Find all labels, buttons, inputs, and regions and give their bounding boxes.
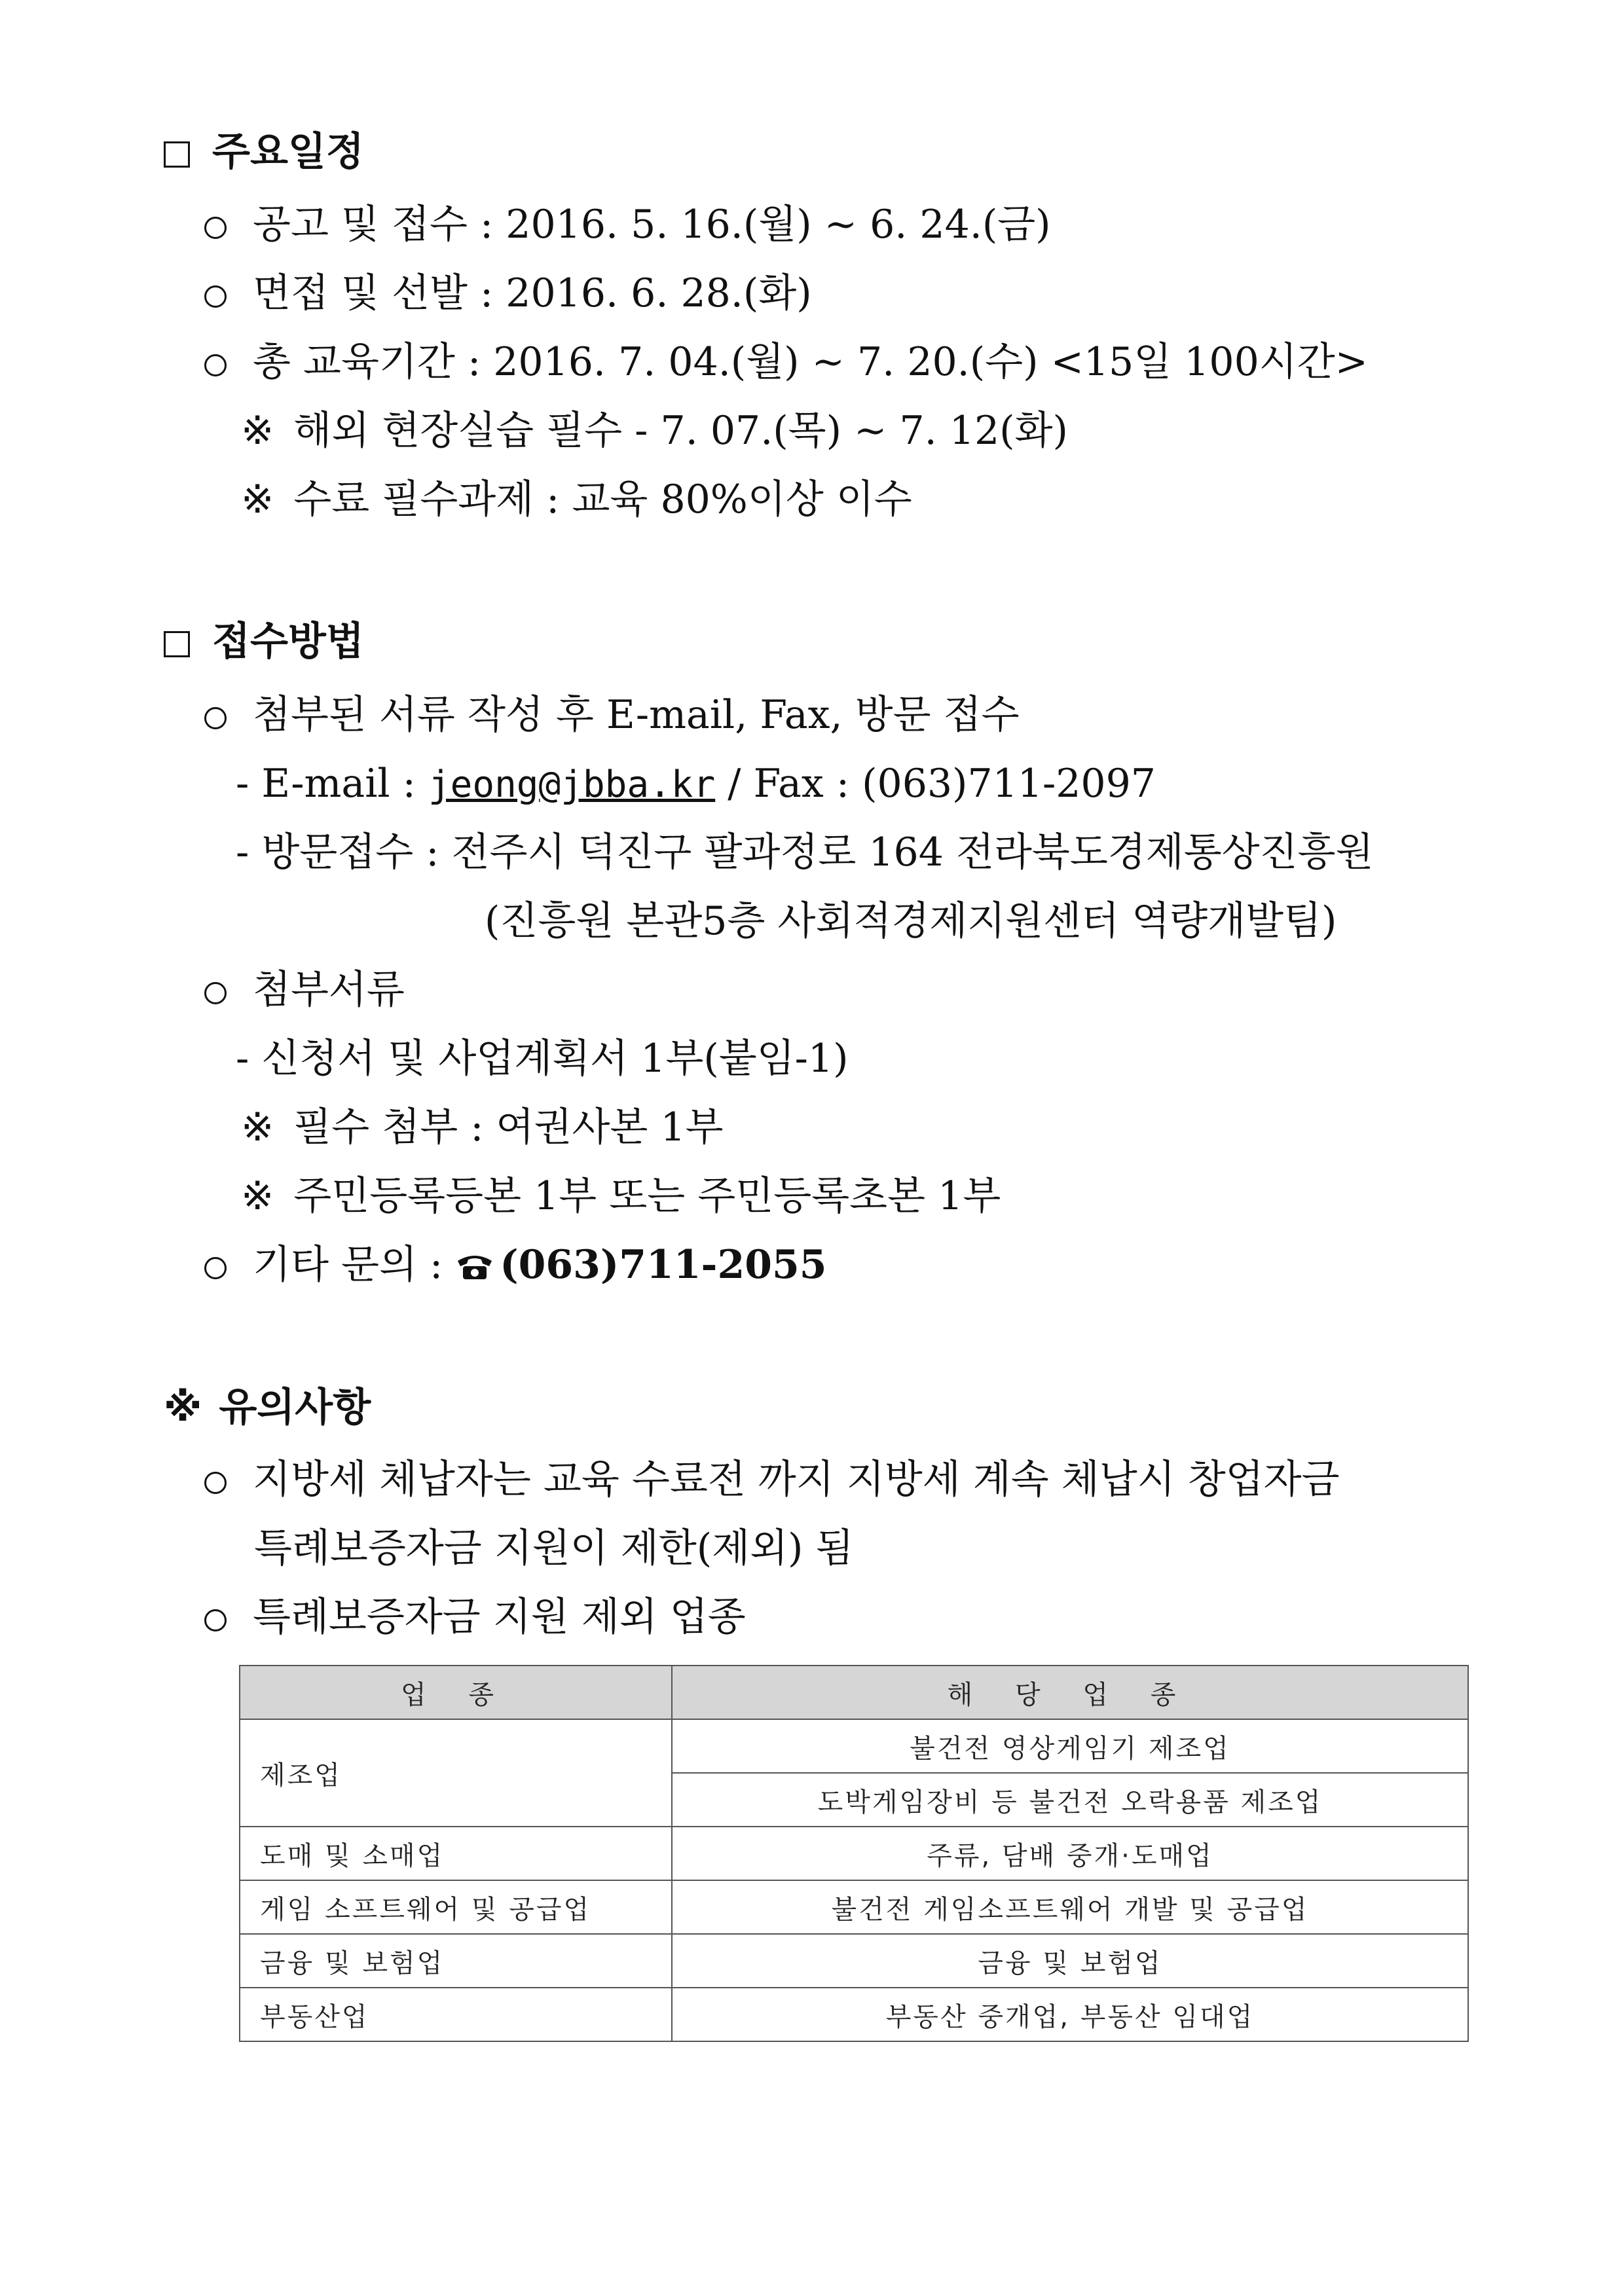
schedule-note xyxy=(241,405,1068,457)
table-row xyxy=(240,1988,1468,2041)
table-cell-category: 제조업 xyxy=(240,1719,672,1827)
attachment-item-text: - 신청서 및 사업계획서 1부(붙임-1) xyxy=(236,1036,849,1082)
attachment-note xyxy=(241,1170,1001,1222)
reference-mark-icon: ※ xyxy=(241,477,274,522)
table-row xyxy=(240,1827,1468,1880)
checkbox-square-icon xyxy=(164,141,190,168)
visit-office: (진흥원 본관5층 사회적경제지원센터 역량개발팀) xyxy=(485,898,1337,944)
caution-item-text: 특례보증자금 지원이 제한(제외) 됨 xyxy=(254,1525,854,1571)
caution-item-text: 특례보증자금 지원 제외 업종 xyxy=(253,1594,746,1640)
circle-bullet-icon xyxy=(204,982,227,1004)
visit-line-2 xyxy=(485,895,1337,947)
email-fax-line xyxy=(236,757,1156,811)
section-heading-cautions xyxy=(164,1381,371,1434)
attachments-title xyxy=(204,964,405,1016)
schedule-item-text: 공고 및 접수 : 2016. 5. 16.(월) ~ 6. 24.(금) xyxy=(253,202,1051,247)
table-cell-category: 금융 및 보험업 xyxy=(240,1934,672,1988)
table-cell-category: 부동산업 xyxy=(240,1988,672,2041)
reference-mark-icon: ※ xyxy=(241,1173,274,1219)
schedule-note-text: 수료 필수과제 : 교육 80%이상 이수 xyxy=(293,477,912,522)
contact-label: 기타 문의 : xyxy=(253,1242,456,1288)
table-row xyxy=(240,1880,1468,1934)
section-title: 주요일정 xyxy=(212,129,364,175)
table-cell-detail: 도박게임장비 등 불건전 오락용품 제조업 xyxy=(672,1773,1468,1827)
circle-bullet-icon xyxy=(204,1257,227,1279)
contact-line xyxy=(204,1239,826,1295)
schedule-item xyxy=(204,198,1051,251)
checkbox-square-icon xyxy=(164,631,190,657)
application-method xyxy=(204,689,1020,741)
attachment-note xyxy=(241,1101,724,1154)
attachment-item xyxy=(236,1032,849,1085)
visit-address: - 방문접수 : 전주시 덕진구 팔과정로 164 전라북도경제통상진흥원 xyxy=(236,829,1374,875)
section-title: 접수방법 xyxy=(212,619,364,665)
excluded-industry-table xyxy=(239,1665,1469,2042)
circle-bullet-icon xyxy=(204,1472,227,1494)
phone-icon xyxy=(455,1243,494,1295)
circle-bullet-icon xyxy=(204,354,227,376)
reference-mark-icon: ※ xyxy=(241,1104,274,1150)
reference-mark-icon: ※ xyxy=(241,408,274,454)
circle-bullet-icon xyxy=(204,707,227,729)
schedule-item-text: 면접 및 선발 : 2016. 6. 28.(화) xyxy=(253,270,812,316)
email-link[interactable]: jeong@jbba.kr xyxy=(428,763,716,806)
caution-item xyxy=(204,1453,1340,1506)
reference-mark-icon: ※ xyxy=(164,1385,202,1430)
schedule-note xyxy=(241,473,912,526)
attachment-note-text: 필수 첨부 : 여권사본 1부 xyxy=(293,1104,724,1150)
fax-text: / Fax : (063)711-2097 xyxy=(715,761,1156,807)
table-cell-detail: 불건전 게임소프트웨어 개발 및 공급업 xyxy=(672,1880,1468,1934)
visit-line xyxy=(236,826,1374,879)
schedule-item xyxy=(204,336,1368,388)
caution-item-continued xyxy=(254,1522,853,1575)
table-header-detail: 해 당 업 종 xyxy=(672,1666,1468,1719)
circle-bullet-icon xyxy=(204,285,227,308)
circle-bullet-icon xyxy=(204,217,227,239)
table-row xyxy=(240,1934,1468,1988)
schedule-item xyxy=(204,267,812,319)
section-heading-schedule xyxy=(164,126,364,178)
table-header-industry: 업 종 xyxy=(240,1666,672,1719)
application-method-text: 첨부된 서류 작성 후 E-mail, Fax, 방문 접수 xyxy=(253,692,1020,738)
caution-item xyxy=(204,1591,746,1643)
table-cell-detail: 부동산 중개업, 부동산 임대업 xyxy=(672,1988,1468,2041)
table-cell-detail: 불건전 영상게임기 제조업 xyxy=(672,1719,1468,1773)
contact-phone[interactable]: (063)711-2055 xyxy=(500,1242,827,1288)
section-heading-application xyxy=(164,615,364,668)
attachment-note-text: 주민등록등본 1부 또는 주민등록초본 1부 xyxy=(293,1173,1001,1219)
table-cell-detail: 주류, 담배 중개·도매업 xyxy=(672,1827,1468,1880)
table-cell-category: 게임 소프트웨어 및 공급업 xyxy=(240,1880,672,1934)
table-header-row xyxy=(240,1666,1468,1719)
table-cell-detail: 금융 및 보험업 xyxy=(672,1934,1468,1988)
attachments-title-text: 첨부서류 xyxy=(253,967,405,1013)
table-row xyxy=(240,1719,1468,1773)
email-label: - E-mail : xyxy=(236,761,428,807)
schedule-item-text: 총 교육기간 : 2016. 7. 04.(월) ~ 7. 20.(수) <15일 100시간> xyxy=(253,339,1368,385)
caution-item-text: 지방세 체납자는 교육 수료전 까지 지방세 계속 체납시 창업자금 xyxy=(253,1457,1340,1503)
table-cell-category: 도매 및 소매업 xyxy=(240,1827,672,1880)
section-title: 유의사항 xyxy=(219,1385,371,1430)
circle-bullet-icon xyxy=(204,1609,227,1631)
schedule-note-text: 해외 현장실습 필수 - 7. 07.(목) ~ 7. 12(화) xyxy=(293,408,1068,454)
